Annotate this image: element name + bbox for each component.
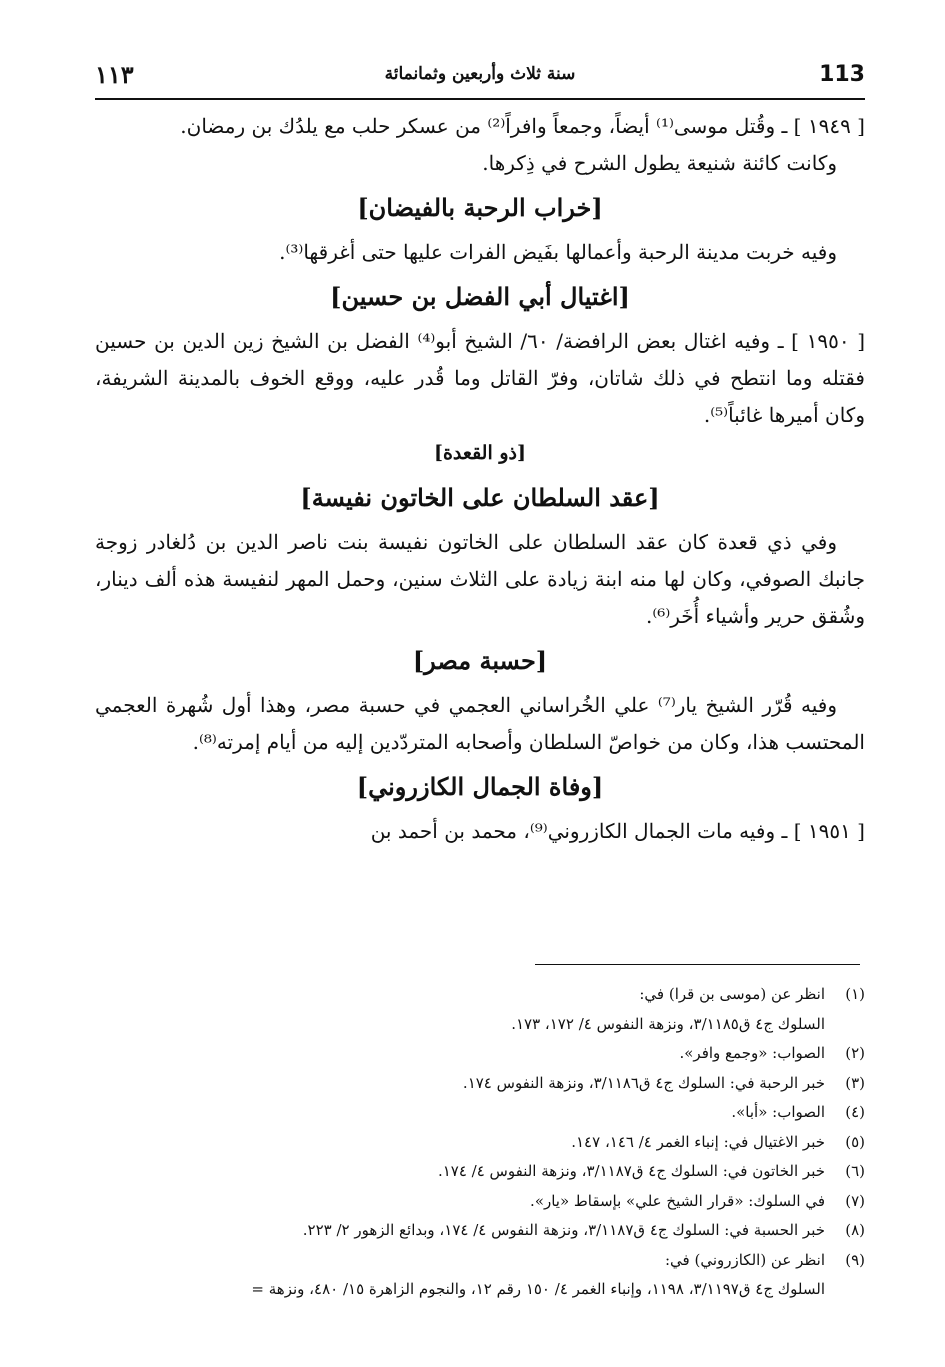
footnote-text: في السلوك: «قرار الشيخ علي» بإسقاط «يار». (530, 1191, 825, 1210)
footnote-text: خبر الاغتيال في: إنباء الغمر ٤/ ١٤٦، ١٤٧. (571, 1132, 825, 1151)
footnote-text: الصواب: «وجمع وافر». (679, 1044, 825, 1062)
paragraph-1950: [ ١٩٥٠ ] ـ وفيه اغتال بعض الرافضة/ ٦٠/ الشيخ أبو⁽⁴⁾ الفضل بن الشيخ زين الدين بن حسين فقتله وما انتطح في ذلك شاتان، وفرّ القاتل وما قُدر عليه، ووقع الخوف بالمدينة الشريفة، وكان أميرها غائباً⁽⁵⁾. (95, 329, 865, 427)
footnote-continuation (95, 1010, 865, 1040)
footnote-separator (535, 964, 860, 965)
paragraph-hisba: وفيه قُرّر الشيخ يار⁽⁷⁾ علي الخُراساني العجمي في حسبة مصر، وهذا أول شُهرة العجمي المحتسب هذا، وكان من خواصّ السلطان وأصحابه المتردّدين إليه من أيام إمرته⁽⁸⁾. (95, 693, 865, 754)
section-heading-marriage: [عقد السلطان على الخاتون نفيسة] (300, 483, 660, 512)
footnotes (95, 980, 865, 1305)
paragraph-1949: [ ١٩٤٩ ] ـ وقُتل موسى⁽¹⁾ أيضاً، وجمعاً وافراً⁽²⁾ من عسكر حلب مع يلدُك بن رمضان. (180, 114, 865, 138)
footnote-text: السلوك ج٤ ق٣/١١٨٥، ونزهة النفوس ٤/ ١٧٢، ١٧٣. (511, 1014, 825, 1033)
footnote-text: خبر الخاتون في: السلوك ج٤ ق٣/١١٨٧، ونزهة النفوس ٤/ ١٧٤. (437, 1162, 825, 1180)
paragraph-1951: [ ١٩٥١ ] ـ وفيه مات الجمال الكازروني⁽⁹⁾، محمد بن أحمد بن (370, 819, 865, 843)
footnote-number: (٦) (845, 1162, 865, 1180)
footnote-text: خبر الرحبة في: السلوك ج٤ ق٣/١١٨٦، ونزهة النفوس ١٧٤. (462, 1073, 825, 1092)
footnote (95, 1157, 865, 1187)
section-heading-assassination: [اغتيال أبي الفضل بن حسين] (330, 282, 630, 311)
footnote (95, 1069, 865, 1099)
footnote (95, 1039, 865, 1069)
section-heading-death: [وفاة الجمال الكازروني] (356, 772, 604, 801)
footnote-number: (١) (845, 985, 865, 1003)
page-number-latin: 113 (819, 62, 865, 87)
footnote (95, 1187, 865, 1217)
footnote-text: الصواب: «أبا». (731, 1103, 825, 1121)
running-title: سنة ثلاث وأربعين وثمانمائة (384, 64, 576, 84)
paragraph-marriage: وفي ذي قعدة كان عقد السلطان على الخاتون نفيسة بنت ناصر الدين بن دُلغادر زوجة جانبك الصوفي، وكان لها منه ابنة زيادة على الثلاث سنين، وحمل المهر لنفيسة هذه ألف دينار، وشُقق حرير وأشياء أُخَر⁽⁶⁾. (95, 530, 865, 628)
paragraph-rahba: وفيه خربت مدينة الرحبة وأعمالها بفَيض الفرات عليها حتى أغرقها⁽³⁾. (279, 240, 837, 264)
paragraph-event: وكانت كائنة شنيعة يطول الشرح في ذِكرها. (482, 151, 837, 175)
footnote-continuation (95, 1275, 865, 1305)
footnote-text: خبر الحسبة في: السلوك ج٤ ق٣/١١٨٧، ونزهة النفوس ٤/ ١٧٤، وبدائع الزهور ٢/ ٢٢٣. (302, 1221, 825, 1239)
footnote-number: (٩) (845, 1250, 865, 1269)
footnote (95, 1216, 865, 1246)
footnote-number: (٢) (845, 1044, 865, 1062)
footnote-text: السلوك ج٤ ق٣/١١٩٧، ١١٩٨، وإنباء الغمر ٤/ ١٥٠ رقم ١٢، والنجوم الزاهرة ١٥/ ٤٨٠، ونزهة = (251, 1280, 825, 1298)
main-text (95, 108, 865, 850)
footnote (95, 1246, 865, 1276)
footnote (95, 1098, 865, 1128)
footnote-text: انظر عن (الكازروني) في: (664, 1250, 825, 1269)
footnote-number: (٤) (845, 1103, 865, 1121)
footnote (95, 980, 865, 1010)
page-header (95, 58, 865, 100)
page-number-arabic: ١١٣ (95, 60, 134, 89)
month-heading: [ذو القعدة] (433, 442, 526, 464)
section-heading-hisba: [حسبة مصر] (412, 646, 548, 675)
footnote-number: (٧) (845, 1191, 865, 1210)
footnote-number: (٨) (845, 1221, 865, 1239)
footnote (95, 1128, 865, 1158)
section-heading-rahba: [خراب الرحبة بالفيضان] (357, 193, 603, 222)
footnote-number: (٥) (845, 1132, 865, 1151)
footnote-number: (٣) (845, 1073, 865, 1092)
footnote-text: انظر عن (موسى بن قرا) في: (639, 985, 825, 1003)
